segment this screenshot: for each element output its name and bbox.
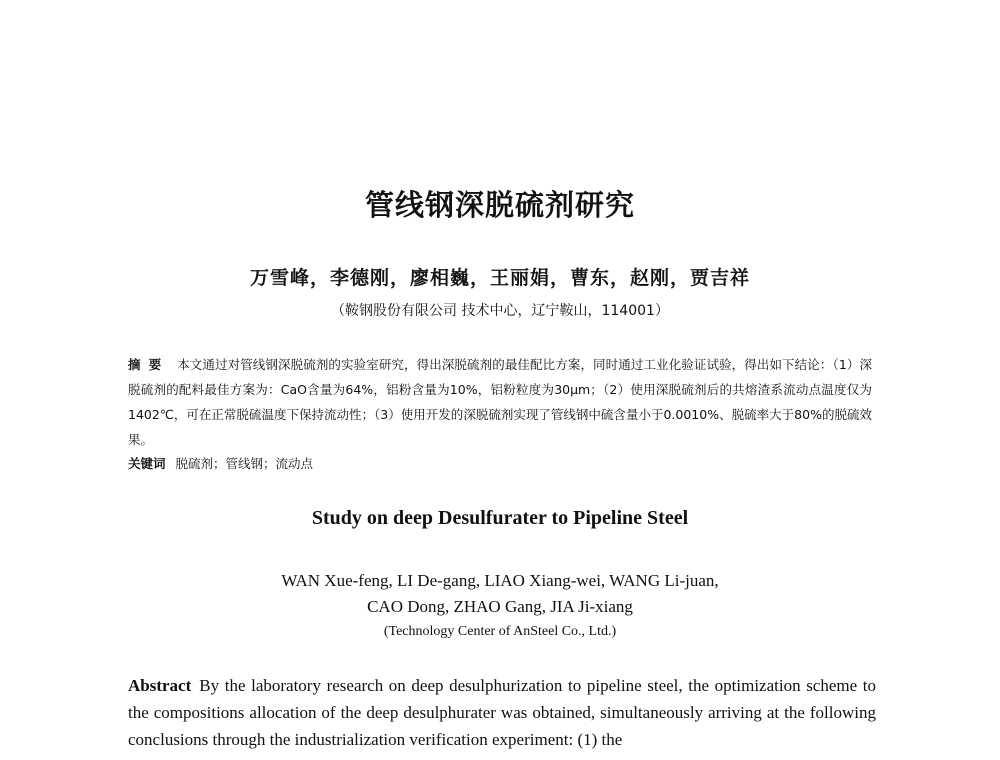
english-title: Study on deep Desulfurater to Pipeline Steel [311,507,689,529]
english-abstract-label: Abstract [128,676,192,695]
english-affiliation: (Technology Center of AnSteel Co., Ltd.) [383,624,617,639]
chinese-authors: 万雪峰，李德刚，廖相巍，王丽娟，曹东，赵刚，贾吉祥 [249,267,750,289]
chinese-abstract-text: 本文通过对管线钢深脱硫剂的实验室研究，得出深脱硫剂的最佳配比方案，同时通过工业化验证试验，得出如下结论：（1）深脱硫剂的配料最佳方案为：CaO含量为64%，铝粉含量为10%，铝粉粒度为30μm；（2）使用深脱硫剂后的共熔渣系流动点温度仅为1402℃，可在正常脱硫温度下保持流动性；（3）使用开发的深脱硫剂实现了管线钢中硫含量小于0.0010%、脱硫率大于80%的脱硫效果。 [128,357,872,447]
english-authors-line-1: WAN Xue-feng, LI De-gang, LIAO Xiang-wei, WANG Li-juan, [281,571,719,590]
english-authors-line-2: CAO Dong, ZHAO Gang, JIA Ji-xiang [367,597,633,616]
english-abstract [128,672,876,753]
chinese-keywords-label: 关键词 [128,456,166,471]
chinese-affiliation: （鞍钢股份有限公司 技术中心，辽宁鞍山，114001） [331,303,669,319]
english-abstract-text: By the laboratory research on deep desulphurization to pipeline steel, the optimization scheme to the compositions allocation of the deep desulphurater was obtained, simultaneously arriving at the following conclusions through the industrialization verification experiment: (1) the [128,676,876,749]
chinese-abstract-label: 摘要 [128,357,170,372]
chinese-keywords-text: 脱硫剂；管线钢；流动点 [175,456,314,471]
chinese-title: 管线钢深脱硫剂研究 [364,188,635,222]
chinese-abstract [128,352,872,452]
chinese-keywords [128,454,872,472]
english-authors [0,568,1000,620]
